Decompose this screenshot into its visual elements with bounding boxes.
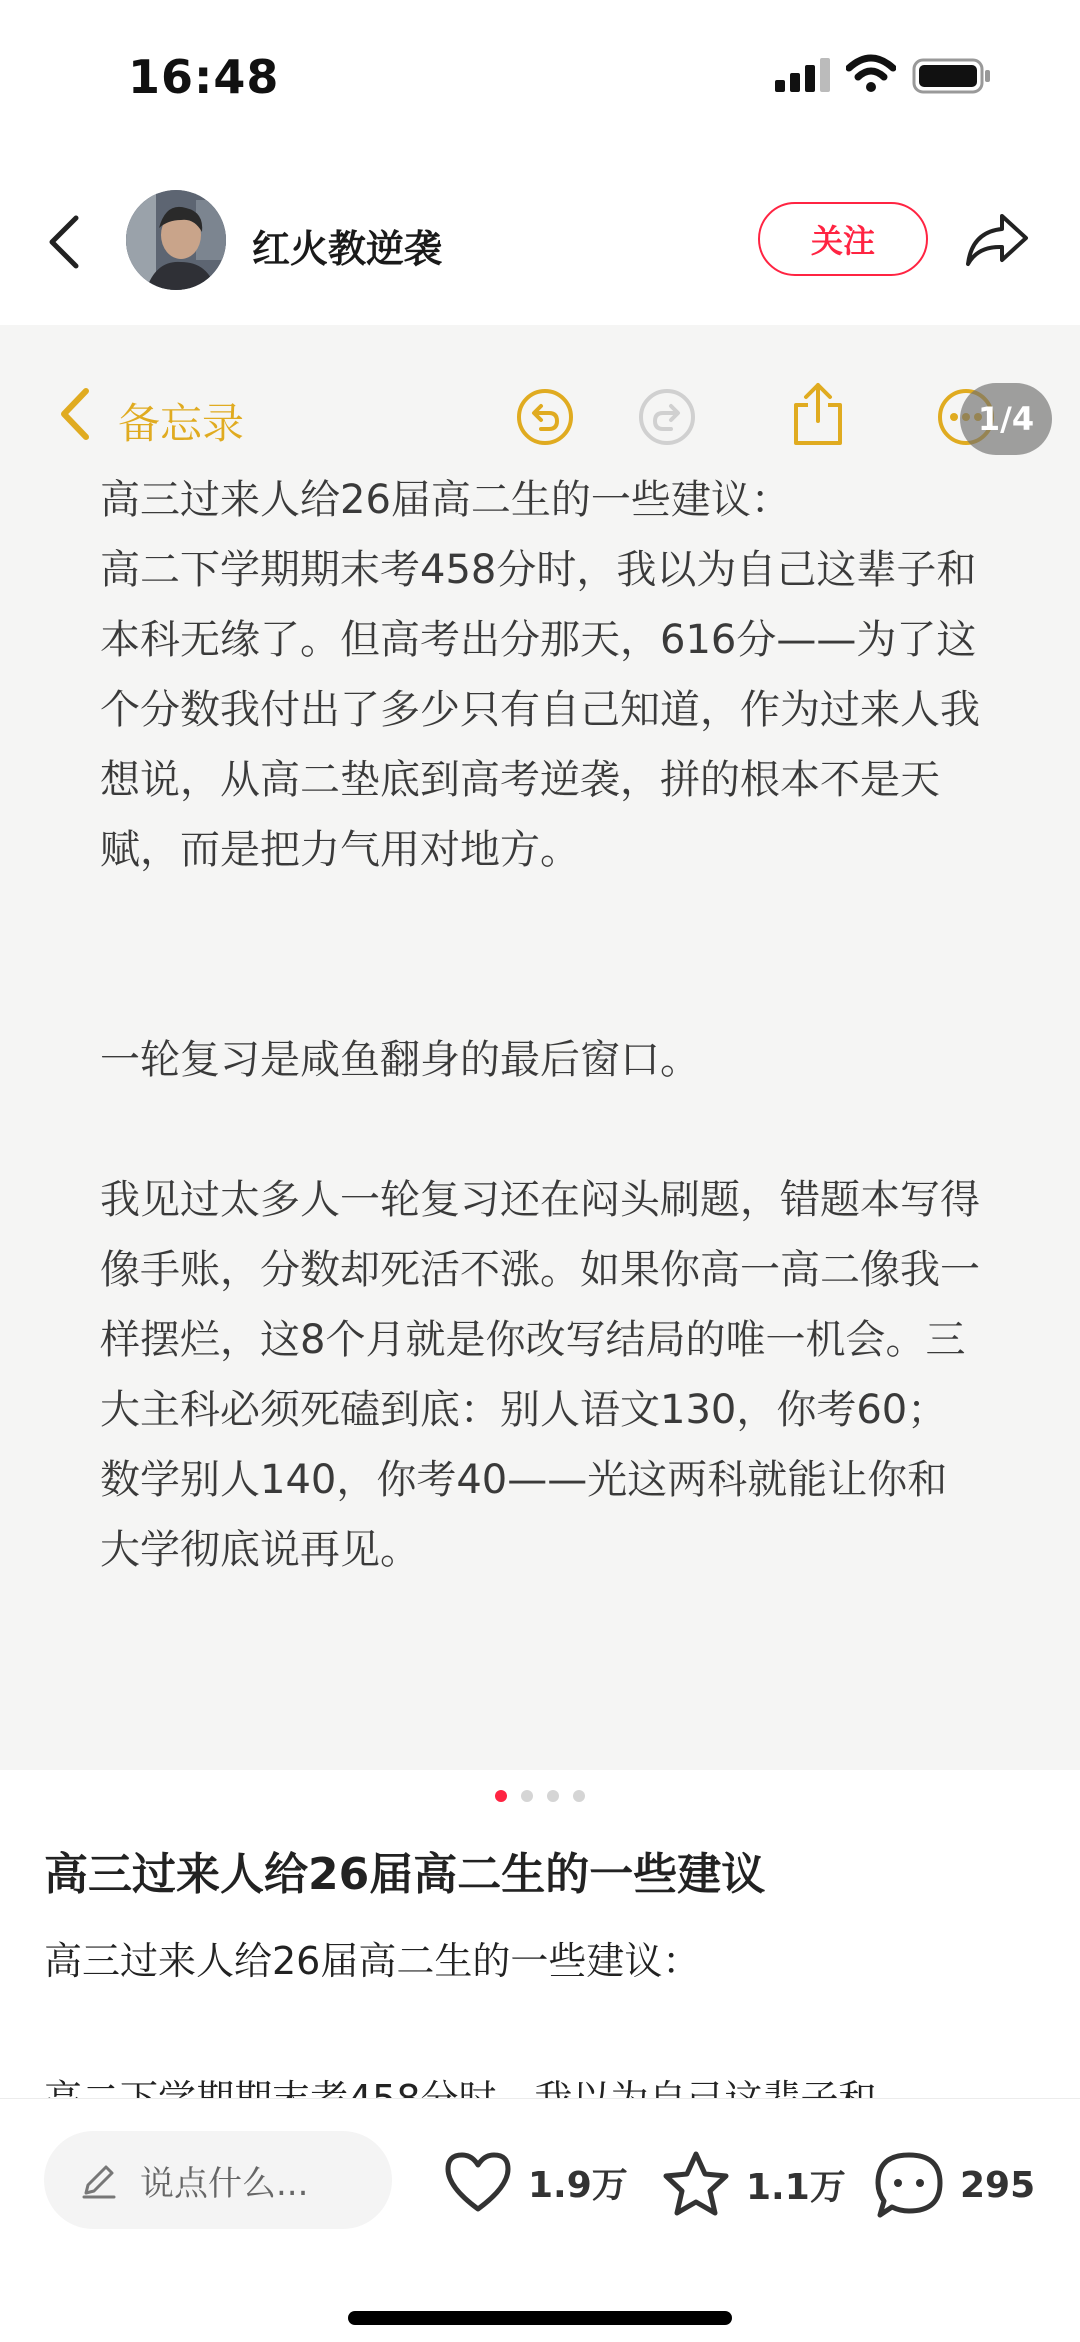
signal-icon — [775, 58, 831, 92]
notes-back-label: 备忘录 — [118, 399, 245, 448]
note-text — [100, 465, 980, 1585]
post-body-line: 高三过来人给26届高二生的一些建议： — [44, 1939, 701, 1983]
notes-share-icon — [790, 381, 846, 447]
post-title: 高三过来人给26届高二生的一些建议 — [44, 1849, 766, 1900]
comment-button[interactable] — [872, 2149, 1035, 2221]
home-indicator[interactable] — [348, 2311, 732, 2325]
avatar[interactable] — [126, 190, 226, 290]
author-name[interactable]: 红火教逆袭 — [252, 227, 443, 271]
notes-toolbar — [0, 355, 1080, 465]
follow-button[interactable]: 关注 — [758, 202, 928, 276]
note-paragraph: 高三过来人给26届高二生的一些建议： — [100, 477, 791, 523]
share-icon[interactable] — [964, 210, 1030, 270]
bottom-action-bar — [0, 2098, 1080, 2342]
carousel-dot — [495, 1790, 507, 1802]
note-paragraph: 我见过太多人一轮复习还在闷头刷题，错题本写得像手账，分数却死活不涨。如果你高一高二像我一样摆烂，这8个月就是你改写结局的唯一机会。三大主科必须死磕到底：别人语文130，你考60；数学别人140，你考40——光这两科就能让你和大学彻底说再见。 — [100, 1177, 980, 1573]
notes-back-icon — [58, 387, 92, 441]
comment-icon — [872, 2149, 946, 2221]
collect-button[interactable] — [660, 2149, 846, 2219]
redo-icon — [637, 387, 697, 447]
star-icon — [660, 2149, 732, 2219]
comment-count: 295 — [960, 2164, 1036, 2206]
post-image[interactable] — [0, 325, 1080, 1770]
back-icon[interactable] — [44, 212, 84, 272]
undo-icon — [515, 387, 575, 447]
comment-input[interactable] — [44, 2131, 392, 2229]
status-bar — [0, 0, 1080, 150]
carousel-dot — [521, 1790, 533, 1802]
post-header — [0, 180, 1080, 300]
comment-placeholder: 说点什么... — [140, 2163, 309, 2204]
status-time: 16:48 — [128, 50, 280, 104]
note-paragraph: 一轮复习是咸鱼翻身的最后窗口。 — [100, 1037, 700, 1083]
like-count: 1.9万 — [528, 2164, 628, 2206]
carousel-dot — [547, 1790, 559, 1802]
collect-count: 1.1万 — [746, 2166, 846, 2208]
carousel-dot — [573, 1790, 585, 1802]
like-button[interactable] — [442, 2149, 628, 2215]
carousel-indicator — [0, 1790, 1080, 1802]
battery-icon — [912, 58, 992, 94]
heart-icon — [442, 2149, 514, 2215]
pencil-icon — [80, 2161, 118, 2199]
wifi-icon — [846, 54, 896, 94]
image-counter: 1/4 — [960, 383, 1052, 455]
note-paragraph: 高二下学期期末考458分时，我以为自己这辈子和本科无缘了。但高考出分那天，616分——为了这个分数我付出了多少只有自己知道，作为过来人我想说，从高二垫底到高考逆袭，拼的根本不是天赋，而是把力气用对地方。 — [100, 547, 980, 873]
